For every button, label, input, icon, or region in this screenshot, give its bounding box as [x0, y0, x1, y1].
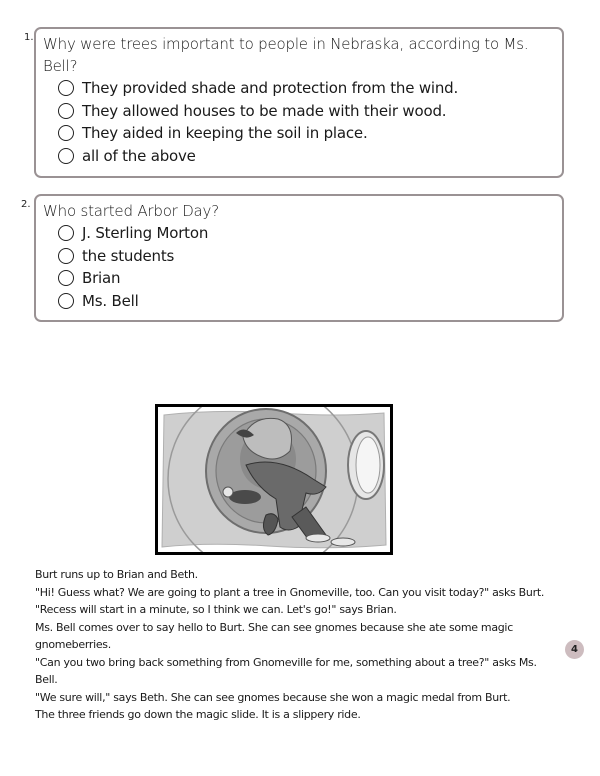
- question-2-number: 2.: [21, 199, 31, 210]
- question-2-option-3[interactable]: [58, 267, 554, 290]
- question-1-option-4[interactable]: [58, 145, 554, 168]
- page-number-badge: 4: [565, 640, 584, 659]
- story-paragraph: Ms. Bell comes over to say hello to Burt. She can see gnomes because she ate some magic gnomeberries.: [35, 620, 513, 651]
- question-1-text: Why were trees important to people in Nebraska, according to Ms. Bell?: [43, 35, 529, 75]
- question-1-box: [34, 27, 564, 178]
- radio-button[interactable]: [58, 270, 74, 286]
- story-paragraph: "We sure will," says Beth. She can see gnomes because she won a magic medal from Burt.: [35, 690, 511, 704]
- radio-button[interactable]: [58, 148, 74, 164]
- story-paragraph: "Recess will start in a minute, so I think we can. Let's go!" says Brian.: [35, 603, 397, 616]
- option-label: the students: [82, 246, 175, 265]
- story-paragraph: "Can you two bring back something from Gnomeville for me, something about a tree?" asks Ms. Bell.: [35, 655, 537, 686]
- question-1-option-2[interactable]: [58, 100, 554, 123]
- radio-button[interactable]: [58, 80, 74, 96]
- option-label: Ms. Bell: [82, 291, 139, 310]
- story-paragraph: "Hi! Guess what? We are going to plant a tree in Gnomeville, too. Can you visit today?" asks Burt.: [35, 585, 545, 599]
- question-2-option-2[interactable]: [58, 245, 554, 268]
- option-label: They allowed houses to be made with their wood.: [82, 101, 447, 120]
- story-illustration: [155, 404, 393, 555]
- radio-button[interactable]: [58, 103, 74, 119]
- radio-button[interactable]: [58, 225, 74, 241]
- story-paragraph: Burt runs up to Brian and Beth.: [35, 568, 198, 581]
- question-2-box: [34, 194, 564, 322]
- question-2-option-4[interactable]: [58, 290, 554, 313]
- question-1-option-3[interactable]: [58, 122, 554, 145]
- story-paragraph: The three friends go down the magic slide. It is a slippery ride.: [35, 708, 361, 721]
- option-label: They aided in keeping the soil in place.: [82, 124, 368, 143]
- tunnel-slide-illustration: [158, 407, 390, 552]
- question-2-text: Who started Arbor Day?: [43, 202, 219, 220]
- radio-button[interactable]: [58, 248, 74, 264]
- option-label: all of the above: [82, 146, 196, 165]
- question-1-number: 1.: [24, 32, 34, 43]
- radio-button[interactable]: [58, 293, 74, 309]
- option-label: Brian: [82, 269, 121, 288]
- option-label: J. Sterling Morton: [82, 224, 209, 243]
- question-2-option-1[interactable]: [58, 222, 554, 245]
- radio-button[interactable]: [58, 125, 74, 141]
- story-text: [35, 566, 560, 724]
- question-1-option-1[interactable]: [58, 77, 554, 100]
- option-label: They provided shade and protection from the wind.: [82, 79, 459, 98]
